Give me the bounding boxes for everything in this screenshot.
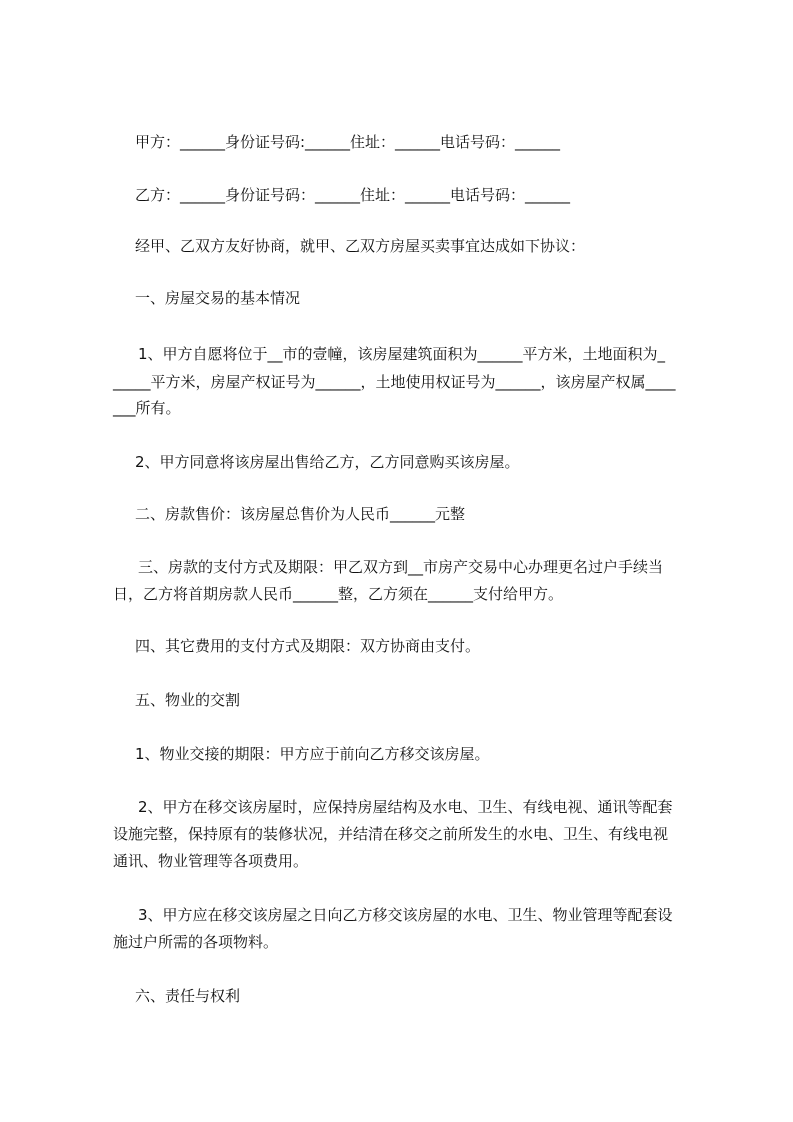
section-1-heading: 一、房屋交易的基本情况 — [135, 289, 301, 307]
preamble: 经甲、乙双方友好协商，就甲、乙双方房屋买卖事宜达成如下协议： — [135, 237, 586, 255]
clause-5-2: 2、甲方在移交该房屋时，应保持房屋结构及水电、卫生、有线电视、通讯等配套 — [138, 798, 673, 816]
clause-5-1: 1、物业交接的期限：甲方应于前向乙方移交该房屋。 — [135, 745, 490, 763]
party-b-line: 乙方：______身份证号码：______住址：______电话号码：______ — [135, 186, 571, 204]
clause-1-1: _____平方米，房屋产权证号为______，土地使用权证号为______，该房屋产权属____ — [113, 373, 676, 391]
section-5-heading: 五、物业的交割 — [135, 691, 241, 709]
party-a-line: 甲方：______身份证号码:______住址：______电话号码：______ — [135, 133, 561, 151]
section-2-heading: 二、房款售价：该房屋总售价为人民币______元整 — [135, 505, 466, 523]
clause-1-1: ___所有。 — [113, 399, 181, 417]
clause-1-1: 1、甲方自愿将位于__市的壹幢，该房屋建筑面积为______平方米，土地面积为_ — [138, 345, 666, 363]
section-4: 四、其它费用的支付方式及期限：双方协商由支付。 — [135, 637, 481, 655]
section-6-heading: 六、责任与权利 — [135, 987, 241, 1005]
clause-5-2: 设施完整，保持原有的装修状况，并结清在移交之前所发生的水电、卫生、有线电视 — [113, 825, 669, 843]
clause-5-3: 施过户所需的各项物料。 — [113, 933, 279, 951]
clause-1-2: 2、甲方同意将该房屋出售给乙方，乙方同意购买该房屋。 — [135, 453, 520, 471]
clause-5-3: 3、甲方应在移交该房屋之日向乙方移交该房屋的水电、卫生、物业管理等配套设 — [138, 906, 673, 924]
section-3: 三、房款的支付方式及期限：甲乙双方到__市房产交易中心办理更名过户手续当 — [138, 558, 664, 576]
section-3: 日，乙方将首期房款人民币______整，乙方须在______支付给甲方。 — [113, 585, 564, 603]
clause-5-2: 通讯、物业管理等各项费用。 — [113, 852, 309, 870]
